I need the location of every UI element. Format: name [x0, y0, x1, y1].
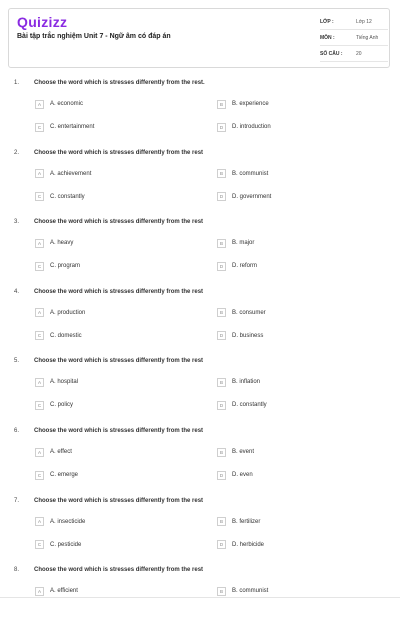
question-text: Choose the word which is stresses differently from the rest.	[34, 80, 205, 86]
option-letter-box: A	[35, 587, 44, 596]
question-number: 6.	[14, 428, 20, 434]
answer-option-c[interactable]	[35, 192, 85, 202]
meta-value-class: Lớp 12	[356, 18, 372, 25]
question-text: Choose the word which is stresses differently from the rest	[34, 358, 204, 365]
answer-option-a[interactable]	[35, 99, 83, 109]
question-item	[0, 289, 400, 359]
option-text: B. major	[232, 240, 255, 247]
option-letter-box: A	[35, 378, 44, 387]
option-text: C. constantly	[50, 193, 85, 200]
option-text: B. event	[232, 449, 255, 455]
option-text: D. business	[232, 332, 264, 339]
answer-option-b[interactable]	[217, 308, 266, 318]
answer-option-b[interactable]	[217, 447, 254, 457]
option-letter-box: B	[217, 169, 226, 178]
page-bottom-divider	[0, 597, 400, 598]
question-item	[0, 219, 400, 289]
meta-value-question-count: 20	[356, 50, 362, 57]
option-text: B. consumer	[232, 309, 266, 316]
answer-option-b[interactable]	[217, 517, 260, 527]
meta-value-subject: Tiếng Anh	[356, 34, 379, 41]
question-number: 1.	[14, 80, 20, 86]
option-letter-box: A	[35, 169, 44, 178]
option-text: A. efficient	[50, 588, 78, 595]
option-letter-box: B	[217, 378, 226, 387]
answer-option-d[interactable]	[217, 261, 257, 271]
option-text: C. entertainment	[50, 124, 95, 130]
question-text: Choose the word which is stresses differently from the rest	[34, 567, 204, 574]
answer-option-c[interactable]	[35, 122, 94, 132]
option-letter-box: D	[217, 262, 226, 271]
answer-option-b[interactable]	[217, 377, 260, 387]
option-text: D. reform	[232, 263, 258, 270]
question-item	[0, 567, 400, 637]
option-text: B. inflation	[232, 379, 261, 386]
meta-key-class: LỚP :	[320, 18, 334, 25]
option-text: A. heavy	[50, 240, 74, 247]
option-text: D. even	[232, 472, 253, 478]
option-text: B. communist	[232, 170, 269, 177]
option-text: C. domestic	[50, 332, 82, 339]
meta-key-question-count: SỐ CÂU :	[320, 50, 343, 57]
option-letter-box: D	[217, 123, 226, 132]
answer-option-b[interactable]	[217, 99, 269, 109]
option-text: A. achievement	[50, 170, 92, 177]
worksheet-meta	[320, 14, 388, 62]
option-text: A. production	[50, 309, 86, 316]
answer-option-c[interactable]	[35, 470, 78, 480]
option-letter-box: C	[35, 192, 44, 201]
option-letter-box: A	[35, 517, 44, 526]
option-letter-box: A	[35, 308, 44, 317]
question-number: 8.	[14, 567, 20, 574]
question-text: Choose the word which is stresses differently from the rest	[34, 149, 204, 156]
option-text: C. policy	[50, 402, 74, 409]
option-letter-box: A	[35, 239, 44, 248]
option-text: A. hospital	[50, 379, 79, 386]
question-text: Choose the word which is stresses differently from the rest	[34, 219, 204, 226]
option-letter-box: B	[217, 308, 226, 317]
answer-option-c[interactable]	[35, 261, 80, 271]
question-text: Choose the word which is stresses differently from the rest	[34, 497, 204, 504]
answer-option-c[interactable]	[35, 331, 82, 341]
quizizz-logo: Quizizz	[17, 14, 68, 30]
question-number: 4.	[14, 288, 20, 295]
option-letter-box: C	[35, 471, 44, 480]
option-letter-box: B	[217, 448, 226, 457]
option-letter-box: B	[217, 517, 226, 526]
option-text: B. fertilizer	[232, 518, 261, 525]
option-letter-box: D	[217, 331, 226, 340]
option-text: D. constantly	[232, 402, 267, 409]
question-item	[0, 498, 400, 568]
question-number: 3.	[14, 219, 20, 226]
answer-option-a[interactable]	[35, 586, 78, 596]
answer-option-d[interactable]	[217, 331, 263, 341]
option-text: C. emerge	[50, 472, 79, 478]
option-letter-box: A	[35, 448, 44, 457]
question-number: 5.	[14, 358, 20, 365]
question-number: 2.	[14, 149, 20, 156]
question-text: Choose the word which is stresses differently from the rest	[34, 428, 204, 434]
worksheet-title: Bài tập trắc nghiệm Unit 7 - Ngữ âm có đáp án	[17, 33, 171, 40]
option-text: A. insecticide	[50, 518, 86, 525]
option-text: A. effect	[50, 449, 72, 455]
option-text: D. government	[232, 193, 272, 200]
answer-option-c[interactable]	[35, 400, 73, 410]
answer-option-b[interactable]	[217, 238, 254, 248]
option-letter-box: C	[35, 331, 44, 340]
option-letter-box: B	[217, 100, 226, 109]
answer-option-d[interactable]	[217, 540, 264, 550]
answer-option-a[interactable]	[35, 377, 78, 387]
answer-option-d[interactable]	[217, 122, 271, 132]
option-letter-box: D	[217, 401, 226, 410]
answer-option-a[interactable]	[35, 169, 91, 179]
option-text: D. herbicide	[232, 541, 265, 548]
option-letter-box: B	[217, 239, 226, 248]
option-text: C. pesticide	[50, 541, 82, 548]
question-item	[0, 428, 400, 498]
option-text: B. communist	[232, 588, 269, 595]
option-letter-box: A	[35, 100, 44, 109]
answer-option-a[interactable]	[35, 447, 72, 457]
option-letter-box: C	[35, 123, 44, 132]
question-number: 7.	[14, 497, 20, 504]
option-letter-box: C	[35, 401, 44, 410]
answer-option-a[interactable]	[35, 238, 73, 248]
option-letter-box: C	[35, 262, 44, 271]
answer-option-c[interactable]	[35, 540, 81, 550]
option-letter-box: D	[217, 540, 226, 549]
option-letter-box: D	[217, 471, 226, 480]
meta-row-question-count	[320, 46, 388, 62]
answer-option-a[interactable]	[35, 308, 85, 318]
answer-option-d[interactable]	[217, 192, 271, 202]
answer-option-a[interactable]	[35, 517, 85, 527]
meta-row-class	[320, 14, 388, 30]
option-text: B. experience	[232, 101, 269, 107]
option-text: A. economic	[50, 101, 84, 107]
answer-option-b[interactable]	[217, 169, 268, 179]
answer-option-b[interactable]	[217, 586, 268, 596]
answer-option-d[interactable]	[217, 470, 253, 480]
question-item	[0, 80, 400, 150]
question-text: Choose the word which is stresses differently from the rest	[34, 288, 204, 295]
question-item	[0, 150, 400, 220]
option-letter-box: C	[35, 540, 44, 549]
option-text: D. introduction	[232, 124, 271, 130]
meta-key-subject: MÔN :	[320, 34, 335, 41]
option-text: C. program	[50, 263, 81, 270]
meta-row-subject	[320, 30, 388, 46]
option-letter-box: D	[217, 192, 226, 201]
option-letter-box: B	[217, 587, 226, 596]
question-item	[0, 358, 400, 428]
answer-option-d[interactable]	[217, 400, 267, 410]
